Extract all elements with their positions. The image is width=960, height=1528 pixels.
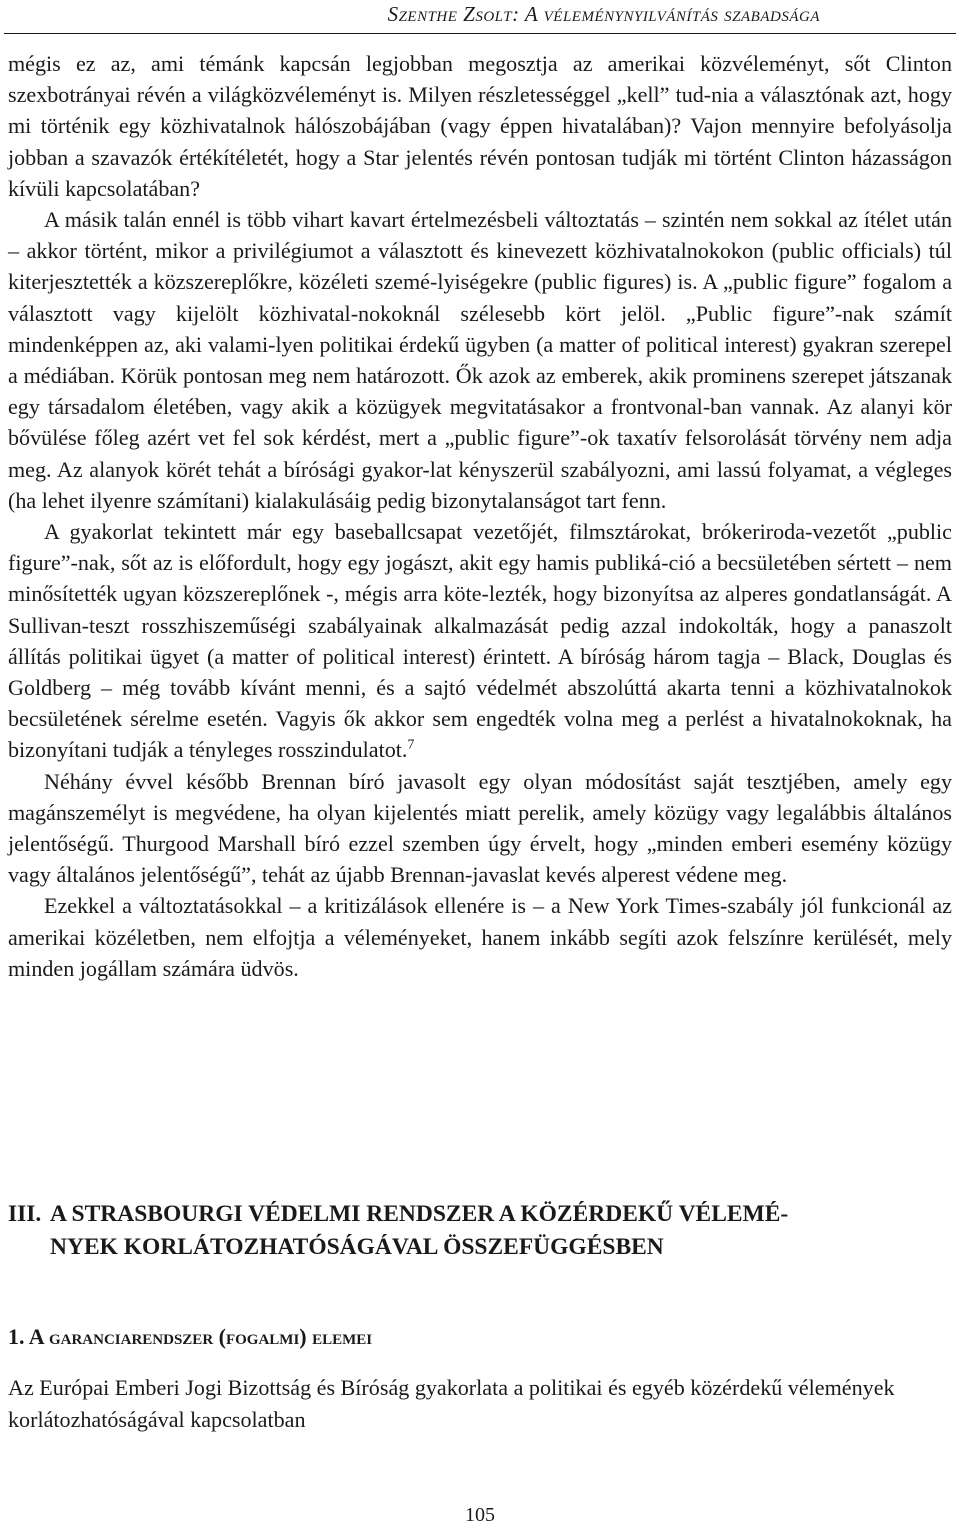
section-title-line-1: A STRASBOURGI VÉDELMI RENDSZER A KÖZÉRDEKŰ VÉLEMÉ- xyxy=(50,1201,789,1227)
page-number xyxy=(0,1504,960,1527)
paragraph-5: Ezekkel a változtatásokkal – a kritizálások ellenére is – a New York Times-szabály jól funkcionál az amerikai közéletben, nem elfojtja a véleményeket, hanem inkább segíti azok felszínre kerülését, mely minden jogállam számára üdvös. xyxy=(8,893,952,981)
paragraph-3-text: A gyakorlat tekintett már egy baseballcsapat vezetőjét, filmsztárokat, brókeriroda-vezetőt „public figure”-nak, sőt az is előfordult, hogy egy jogászt, akit egy hamis publiká-ció a becsületében sértett – nem minősítették ugyan közszereplőnek -, mégis arra köte-lezték, hogy bizonyítsa az alperes gondatlanságát. A Sullivan-teszt rosszhiszeműségi szabályainak alkalmazását pedig azzal indokolták, hogy a panaszolt állítás politikai ügyet (a matter of political interest) érintett. A bíróság három tagja – Black, Douglas és Goldberg – még tovább kívánt menni, és a sajtó védelmét abszolúttá akarta tenni a közhivatalnokok becsületének sérelme esetén. Vagyis ők akkor sem engedték volna meg a perlést a hivatalnokoknak, ha bizonyítani tudják a tényleges rosszindulatot. xyxy=(8,519,952,763)
running-head xyxy=(0,2,960,30)
running-head-text: Szenthe Zsolt: A véleménynyilvánítás szabadsága xyxy=(387,2,820,26)
header-rule xyxy=(4,33,956,34)
body-text xyxy=(8,48,952,984)
subsection-title: 1. A garanciarendszer (fogalmi) elemei xyxy=(8,1324,373,1349)
subsection-paragraph xyxy=(8,1372,952,1436)
paragraph-2: A másik talán ennél is több vihart kavart értelmezésbeli változtatás – szintén nem sokkal az ítélet után – akkor történt, mikor a privilégiumot a választott és kinevezett közhivatalnokokon (public officials) túl kiterjesztették a közszereplőkre, közéleti szemé-lyiségekre (public figures) is. A „public figure” fogalom a választott vagy kijelölt közhivatal-nokoknál szélesebb kört jelöl. „Public figure”-nak számít mindenképpen az, aki valami-lyen politikai érdekű ügyben (a matter of political interest) gyakran szerepel a médiában. Körük pontosan meg nem határozott. Ők azok az emberek, akik prominens szerepet játszanak egy társadalom életében, vagy akik a közügyek megvitatásakor a frontvonal-ban vannak. Az alanyi kör bővülése főleg azért vet fel sok kérdést, mert a „public figure”-ok taxatív felsorolását törvény nem adja meg. Az alanyok körét tehát a bírósági gyakor-lat kényszerül szabályozni, ami lassú folyamat, a végleges (ha lehet ilyenre számítani) kialakulásáig pedig bizonytalanságot tart fenn. xyxy=(8,207,952,513)
section-heading xyxy=(8,1198,952,1264)
section-title-line-2: NYEK KORLÁTOZHATÓSÁGÁVAL ÖSSZEFÜGGÉSBEN xyxy=(50,1234,664,1260)
subsection-heading xyxy=(8,1322,952,1352)
footnote-ref[interactable]: 7 xyxy=(407,737,415,753)
paragraph-4: Néhány évvel később Brennan bíró javasolt egy olyan módosítást saját tesztjében, amely egy magánszemélyt is megvédene, ha olyan kijelentés miatt perelik, amely közügy vagy legalábbis általános jelentőségű. Thurgood Marshall bíró ezzel szemben úgy érvelt, hogy „minden emberi esemény közügy vagy általános jelentőségű”, tehát az újabb Brennan-javaslat kevés alperest védene meg. xyxy=(8,768,952,888)
paragraph-3 xyxy=(8,516,952,766)
paragraph-1: mégis ez az, ami témánk kapcsán legjobban megosztja az amerikai közvéleményt, sőt Clinton szexbotrányai révén a világközvéleményt is. Milyen részletességgel „kell” tud-nia a választónak azt, hogy mi történik egy közhivatalnok hálószobájában (vagy éppen hivatalában)? Vajon mennyire befolyásolja jobban a szavazók értékítéletét, hogy a Star jelentés révén pontosan tudják mi történt Clinton házasságon kívüli kapcsolatában? xyxy=(8,51,952,201)
subsection-paragraph-text: Az Európai Emberi Jogi Bizottság és Bíróság gyakorlata a politikai és egyéb közérdekű vélemények korlátozhatóságával kapcsolatban xyxy=(8,1375,895,1432)
section-number: III. xyxy=(8,1201,42,1227)
page-number-text: 105 xyxy=(465,1504,495,1526)
